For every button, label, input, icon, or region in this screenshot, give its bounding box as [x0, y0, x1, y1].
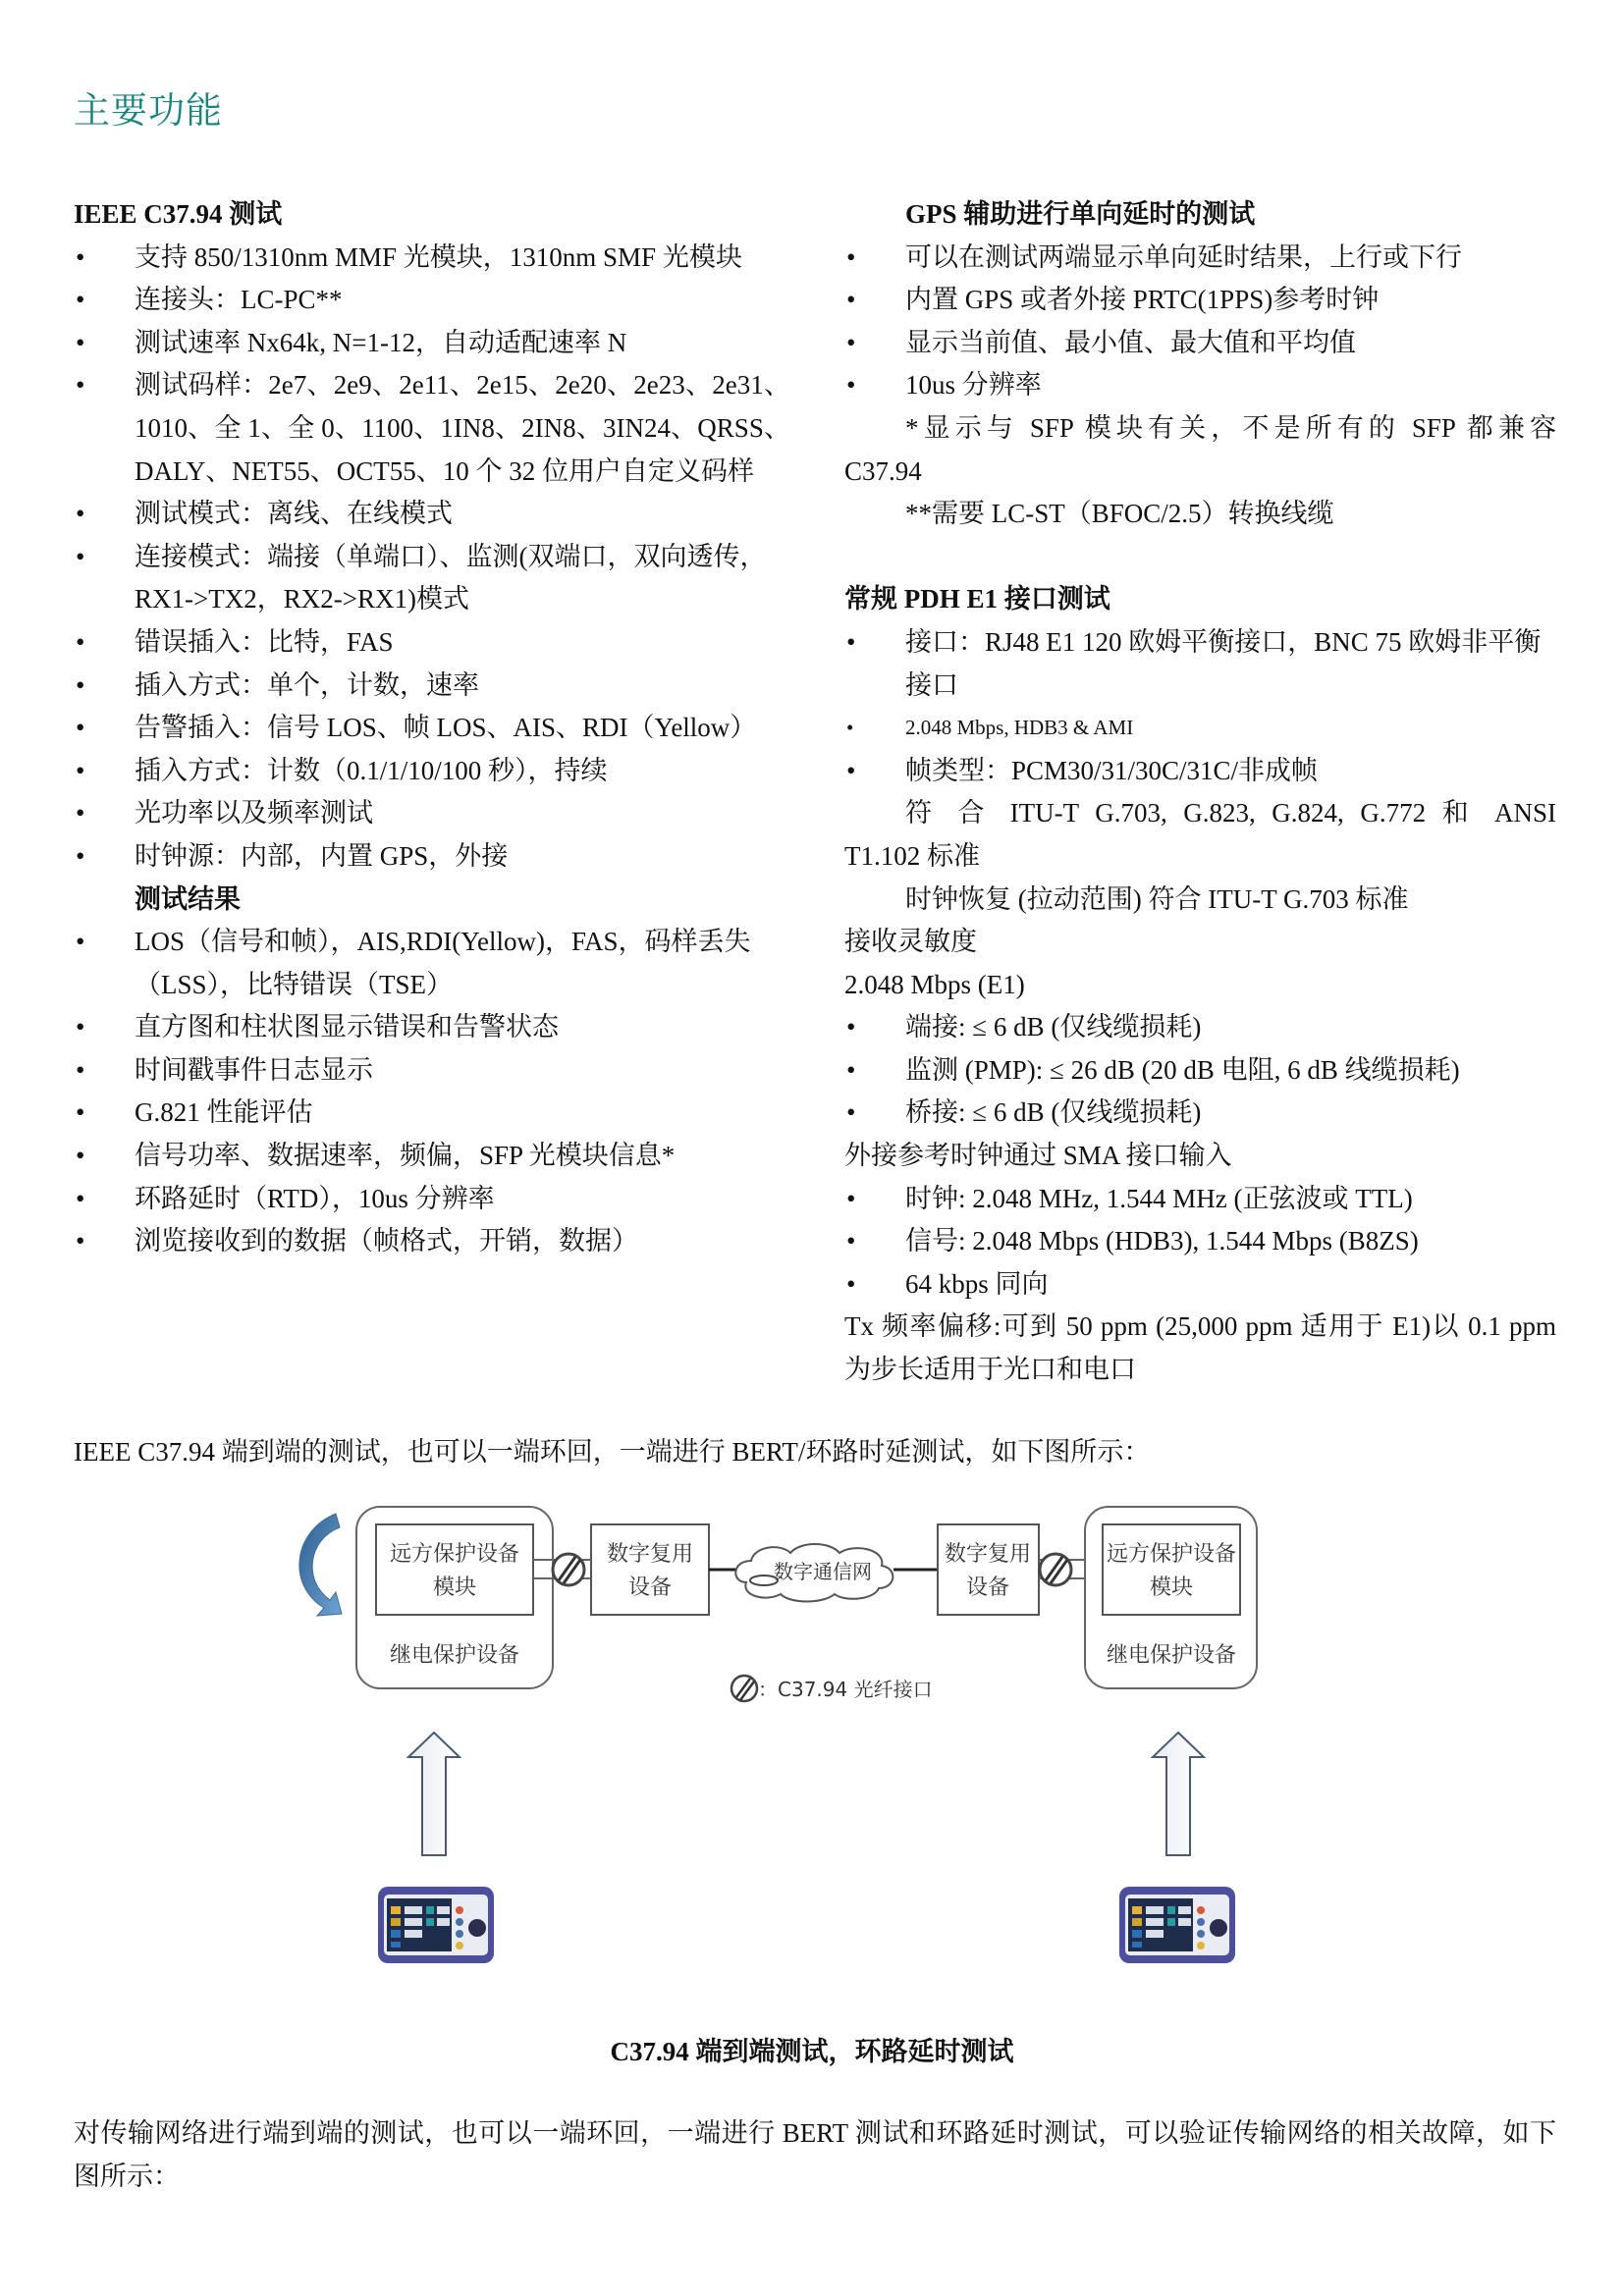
left-mux-label-2: 设备 [627, 1575, 673, 1600]
rate-label: 2.048 Mbps (E1) [844, 969, 1025, 999]
c3794-feature-list [74, 237, 790, 879]
standards-line-cont: T1.102 标准 [844, 840, 980, 871]
list-item: • 时间戳事件日志显示 [74, 1049, 790, 1093]
section-heading-pdh: 常规 PDH E1 接口测试 [844, 584, 1110, 614]
list-item: • 插入方式：计数（0.1/1/10/100 秒），持续 [74, 750, 790, 793]
right-mux-label-1: 数字复用 [944, 1542, 1032, 1567]
list-item: • 测试模式：离线、在线模式 [74, 493, 790, 536]
list-item: • 测试速率 Nx64k, N=1-12，自动适配速率 N [74, 322, 790, 365]
standards-line: 符 合 ITU-T G.703, G.823, G.824, G.772 和 ANSI [905, 798, 1556, 828]
fiber-interface-icon [553, 1554, 584, 1585]
clock-recovery: 时钟恢复 (拉动范围) 符合 ITU-T G.703 标准 [905, 883, 1409, 914]
page-title: 主要功能 [74, 89, 223, 132]
right-outer-label: 继电保护设备 [1106, 1643, 1237, 1668]
list-item: • 错误插入：比特，FAS [74, 621, 790, 665]
left-column [74, 193, 790, 1263]
closing-paragraph: 对传输网络进行端到端的测试，也可以一端环回，一端进行 BERT 测试和环路延时测试，可以验证传输网络的相关故障，如下图所示： [74, 2118, 1556, 2191]
loopback-arrow-icon [299, 1514, 342, 1616]
list-item: • 插入方式：单个，计数，速率 [74, 665, 790, 708]
list-item: • 2.048 Mbps, HDB3 & AMI [844, 707, 1556, 750]
list-item: • 10us 分辨率 [844, 364, 1556, 407]
right-protection-module-box [1103, 1524, 1240, 1615]
left-module-label-2: 模块 [432, 1575, 477, 1600]
list-item: • G.821 性能评估 [74, 1092, 790, 1135]
cloud-label: 数字通信网 [774, 1560, 872, 1583]
list-item: • 帧类型：PCM30/31/30C/31C/非成帧 [844, 750, 1556, 793]
footnote-lc-st: **需要 LC-ST（BFOC/2.5）转换线缆 [905, 499, 1334, 529]
list-item: • 监测 (PMP): ≤ 26 dB (20 dB 电阻, 6 dB 线缆损耗) [844, 1049, 1556, 1093]
tx-offset: Tx 频率偏移:可到 50 ppm (25,000 ppm 适用于 E1)以 0.1 ppm 为步长适用于光口和电口 [844, 1311, 1556, 1385]
sensitivity-list [844, 1006, 1556, 1135]
list-item: • 接口：RJ48 E1 120 欧姆平衡接口，BNC 75 欧姆非平衡接口 [844, 621, 1556, 707]
list-item: • 连接模式：端接（单端口）、监测(双端口，双向透传，RX1->TX2，RX2->RX1)模式 [74, 536, 790, 621]
list-item: • 连接头：LC-PC** [74, 279, 790, 322]
section-heading-c3794: IEEE C37.94 测试 [74, 199, 283, 229]
footnote-sfp-cont: C37.94 [844, 455, 922, 486]
list-item: • LOS（信号和帧），AIS,RDI(Yellow)，FAS，码样丢失（LSS），比特错误（TSE） [74, 921, 790, 1006]
list-item: • 浏览接收到的数据（帧格式，开销，数据） [74, 1220, 790, 1263]
results-list [74, 921, 790, 1263]
left-mux-box [591, 1524, 709, 1615]
gps-feature-list [844, 237, 1556, 407]
list-item: • 光功率以及频率测试 [74, 792, 790, 835]
list-item: • 时钟源：内部，内置 GPS，外接 [74, 835, 790, 879]
ext-clock-list [844, 1178, 1556, 1307]
right-mux-label-2: 设备 [965, 1575, 1010, 1600]
intro-paragraph: IEEE C37.94 端到端的测试，也可以一端环回，一端进行 BERT/环路时延测试，如下图所示： [74, 1437, 1151, 1467]
left-module-label-1: 远方保护设备 [389, 1542, 520, 1567]
right-module-label-2: 模块 [1149, 1575, 1194, 1600]
left-mux-label-1: 数字复用 [606, 1542, 694, 1567]
fiber-interface-icon [731, 1676, 757, 1701]
list-item: • 直方图和柱状图显示错误和告警状态 [74, 1006, 790, 1049]
list-item: • 可以在测试两端显示单向延时结果，上行或下行 [844, 237, 1556, 280]
right-mux-box [938, 1524, 1039, 1615]
left-protection-module-box [376, 1524, 533, 1615]
figure-caption: C37.94 端到端测试，环路延时测试 [610, 2037, 1014, 2066]
section-heading-gps: GPS 辅助进行单向延时的测试 [905, 199, 1256, 229]
list-item: • 时钟: 2.048 MHz, 1.544 MHz (正弦波或 TTL) [844, 1178, 1556, 1221]
list-item: • 64 kbps 同向 [844, 1263, 1556, 1307]
legend-label: ：C37.94 光纤接口 [758, 1678, 933, 1701]
pdh-feature-list [844, 621, 1556, 792]
sensitivity-heading: 接收灵敏度 [844, 927, 977, 957]
list-item: • 信号: 2.048 Mbps (HDB3), 1.544 Mbps (B8ZS) [844, 1220, 1556, 1263]
up-arrow-icon [1153, 1733, 1204, 1855]
fiber-interface-icon [1040, 1554, 1071, 1585]
list-item: • 内置 GPS 或者外接 PRTC(1PPS)参考时钟 [844, 279, 1556, 322]
list-item: • 环路延时（RTD），10us 分辨率 [74, 1178, 790, 1221]
list-item: • 支持 850/1310nm MMF 光模块，1310nm SMF 光模块 [74, 237, 790, 280]
test-instrument-left [378, 1887, 494, 1963]
right-module-label-1: 远方保护设备 [1106, 1542, 1237, 1567]
left-outer-label: 继电保护设备 [389, 1643, 520, 1668]
c3794-end-to-end-diagram [285, 1492, 1365, 1983]
list-item: • 信号功率、数据速率，频偏，SFP 光模块信息* [74, 1135, 790, 1178]
up-arrow-icon [408, 1733, 460, 1855]
list-item: • 桥接: ≤ 6 dB (仅线缆损耗) [844, 1092, 1556, 1135]
section-heading-results: 测试结果 [135, 883, 241, 914]
right-column [844, 193, 1556, 1392]
list-item: • 端接: ≤ 6 dB (仅线缆损耗) [844, 1006, 1556, 1049]
footnote-sfp: *显示与 SFP 模块有关，不是所有的 SFP 都兼容 [905, 412, 1556, 443]
list-item: • 显示当前值、最小值、最大值和平均值 [844, 322, 1556, 365]
list-item: • 测试码样：2e7、2e9、2e11、2e15、2e20、2e23、2e31、1010、全 1、全 0、1100、1IN8、2IN8、3IN24、QRSS、DALY、NET55、OCT55、10 个 32 位用户自定义码样 [74, 364, 790, 493]
list-item: • 告警插入：信号 LOS、帧 LOS、AIS、RDI（Yellow） [74, 707, 790, 750]
ext-clock-heading: 外接参考时钟通过 SMA 接口输入 [844, 1141, 1232, 1171]
test-instrument-right [1119, 1887, 1235, 1963]
